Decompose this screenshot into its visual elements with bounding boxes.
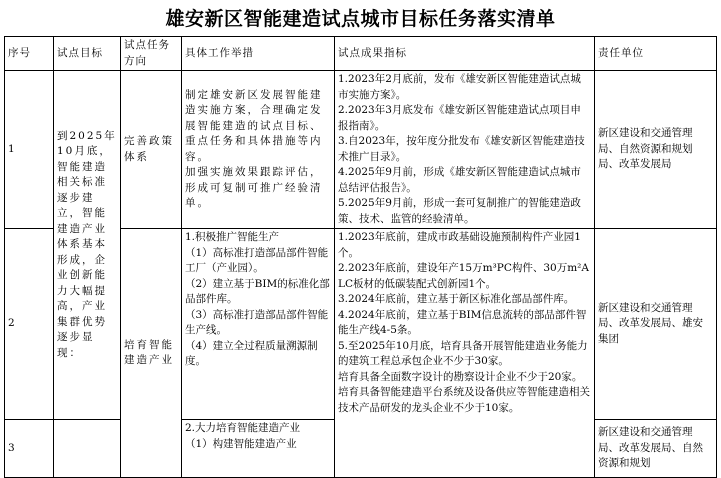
row-number: 3 — [5, 420, 54, 478]
document-title: 雄安新区智能建造试点城市目标任务落实清单 — [165, 8, 556, 30]
measure-item: （1）构建智能建造产业 — [185, 437, 297, 450]
measure-item: 制定雄安新区发展智能建造实施方案，合理确定发展智能建造的试点目标、重点任务和具体措施等内容。 — [185, 88, 323, 163]
measure-item: 1.积极推广智能生产 — [185, 231, 280, 243]
row-number: 1 — [5, 71, 54, 229]
table-header-row — [5, 37, 717, 71]
header-direction: 试点任务方向 — [121, 37, 182, 71]
row-number: 2 — [5, 229, 54, 420]
header-number: 序号 — [5, 37, 54, 71]
header-results: 试点成果指标 — [335, 37, 595, 71]
measures-cell — [182, 71, 335, 229]
result-item: 2.2023年底前，建设年产15万m³PC构件、30万m²ALC板材的低碳装配式创新园1个。 — [338, 262, 589, 290]
table-row — [5, 71, 717, 229]
result-item: 1.2023年底前，建成市政基础设施预制构件产业园1个。 — [338, 231, 581, 259]
measures-cell — [182, 229, 335, 420]
direction-cell: 培育智能建造产业 — [121, 229, 182, 478]
measures-cell — [182, 420, 335, 478]
result-item: 3.自2023年，按年度分批发布《雄安新区智能建造技术推广目录》。 — [338, 135, 585, 163]
measure-item: （2）建立基于BIM的标准化部品部件库。 — [185, 277, 330, 305]
result-item: 3.2024年底前，建立基于新区标准化部品部件库。 — [338, 293, 575, 305]
result-item: 2.2023年3月底发布《雄安新区智能建造试点项目申报指南》。 — [338, 104, 581, 132]
results-cell — [335, 71, 595, 229]
measure-item: （3）高标准打造部品部件智能生产线。 — [185, 308, 329, 336]
result-item: 5.至2025年10月底，培育具备开展智能建造业务能力的建筑工程总承包企业不少于30家。 — [338, 339, 588, 367]
results-cell — [335, 229, 595, 478]
units-cell: 新区建设和交通管理局、自然资源和规划局、改革发展局 — [595, 71, 717, 229]
measure-item: （1）高标准打造部品部件智能工厂（产业园）。 — [185, 246, 329, 274]
header-units: 责任单位 — [595, 37, 717, 71]
measure-item: （4）建立全过程质量溯源制度。 — [185, 339, 318, 367]
result-item: 5.2025年9月前，形成一套可复制推广的智能建造政策、技术、监管的经验清单。 — [338, 197, 581, 225]
direction-cell: 完善政策体系 — [121, 71, 182, 229]
task-table — [4, 36, 717, 478]
measure-item: 加强实施效果跟踪评估，形成可复制可推广经验清单。 — [185, 166, 323, 209]
units-cell: 新区建设和交通管理局、改革发展局、雄安集团 — [595, 229, 717, 420]
measure-item: 2.大力培育智能建造产业 — [185, 422, 301, 434]
result-item: 4.2024年底前，建立基于BIM信息流转的部品部件智能生产线4-5条。 — [338, 308, 587, 336]
result-item: 4.2025年9月前，形成《雄安新区智能建造试点城市总结评估报告》。 — [338, 166, 581, 194]
header-measures: 具体工作举措 — [182, 37, 335, 71]
goal-cell: 到2025年10月底，智能建造相关标准逐步建立，智能建造产业体系基本形成，企业创新能力大幅提高，产业集群优势逐步显现： — [54, 71, 121, 420]
result-item: 培育具备全面数字设计的勘察设计企业不少于20家。培育具备智能建造平台系统及设备供应等智能建造相关技术产品研发的龙头企业不少于10家。 — [338, 370, 590, 414]
header-goal: 试点目标 — [54, 37, 121, 71]
units-cell: 新区建设和交通管理局、改革发展局、自然资源和规划 — [595, 420, 717, 478]
result-item: 1.2023年2月底前，发布《雄安新区智能建造试点城市实施方案》。 — [338, 73, 581, 101]
empty-goal-cell — [54, 420, 121, 478]
